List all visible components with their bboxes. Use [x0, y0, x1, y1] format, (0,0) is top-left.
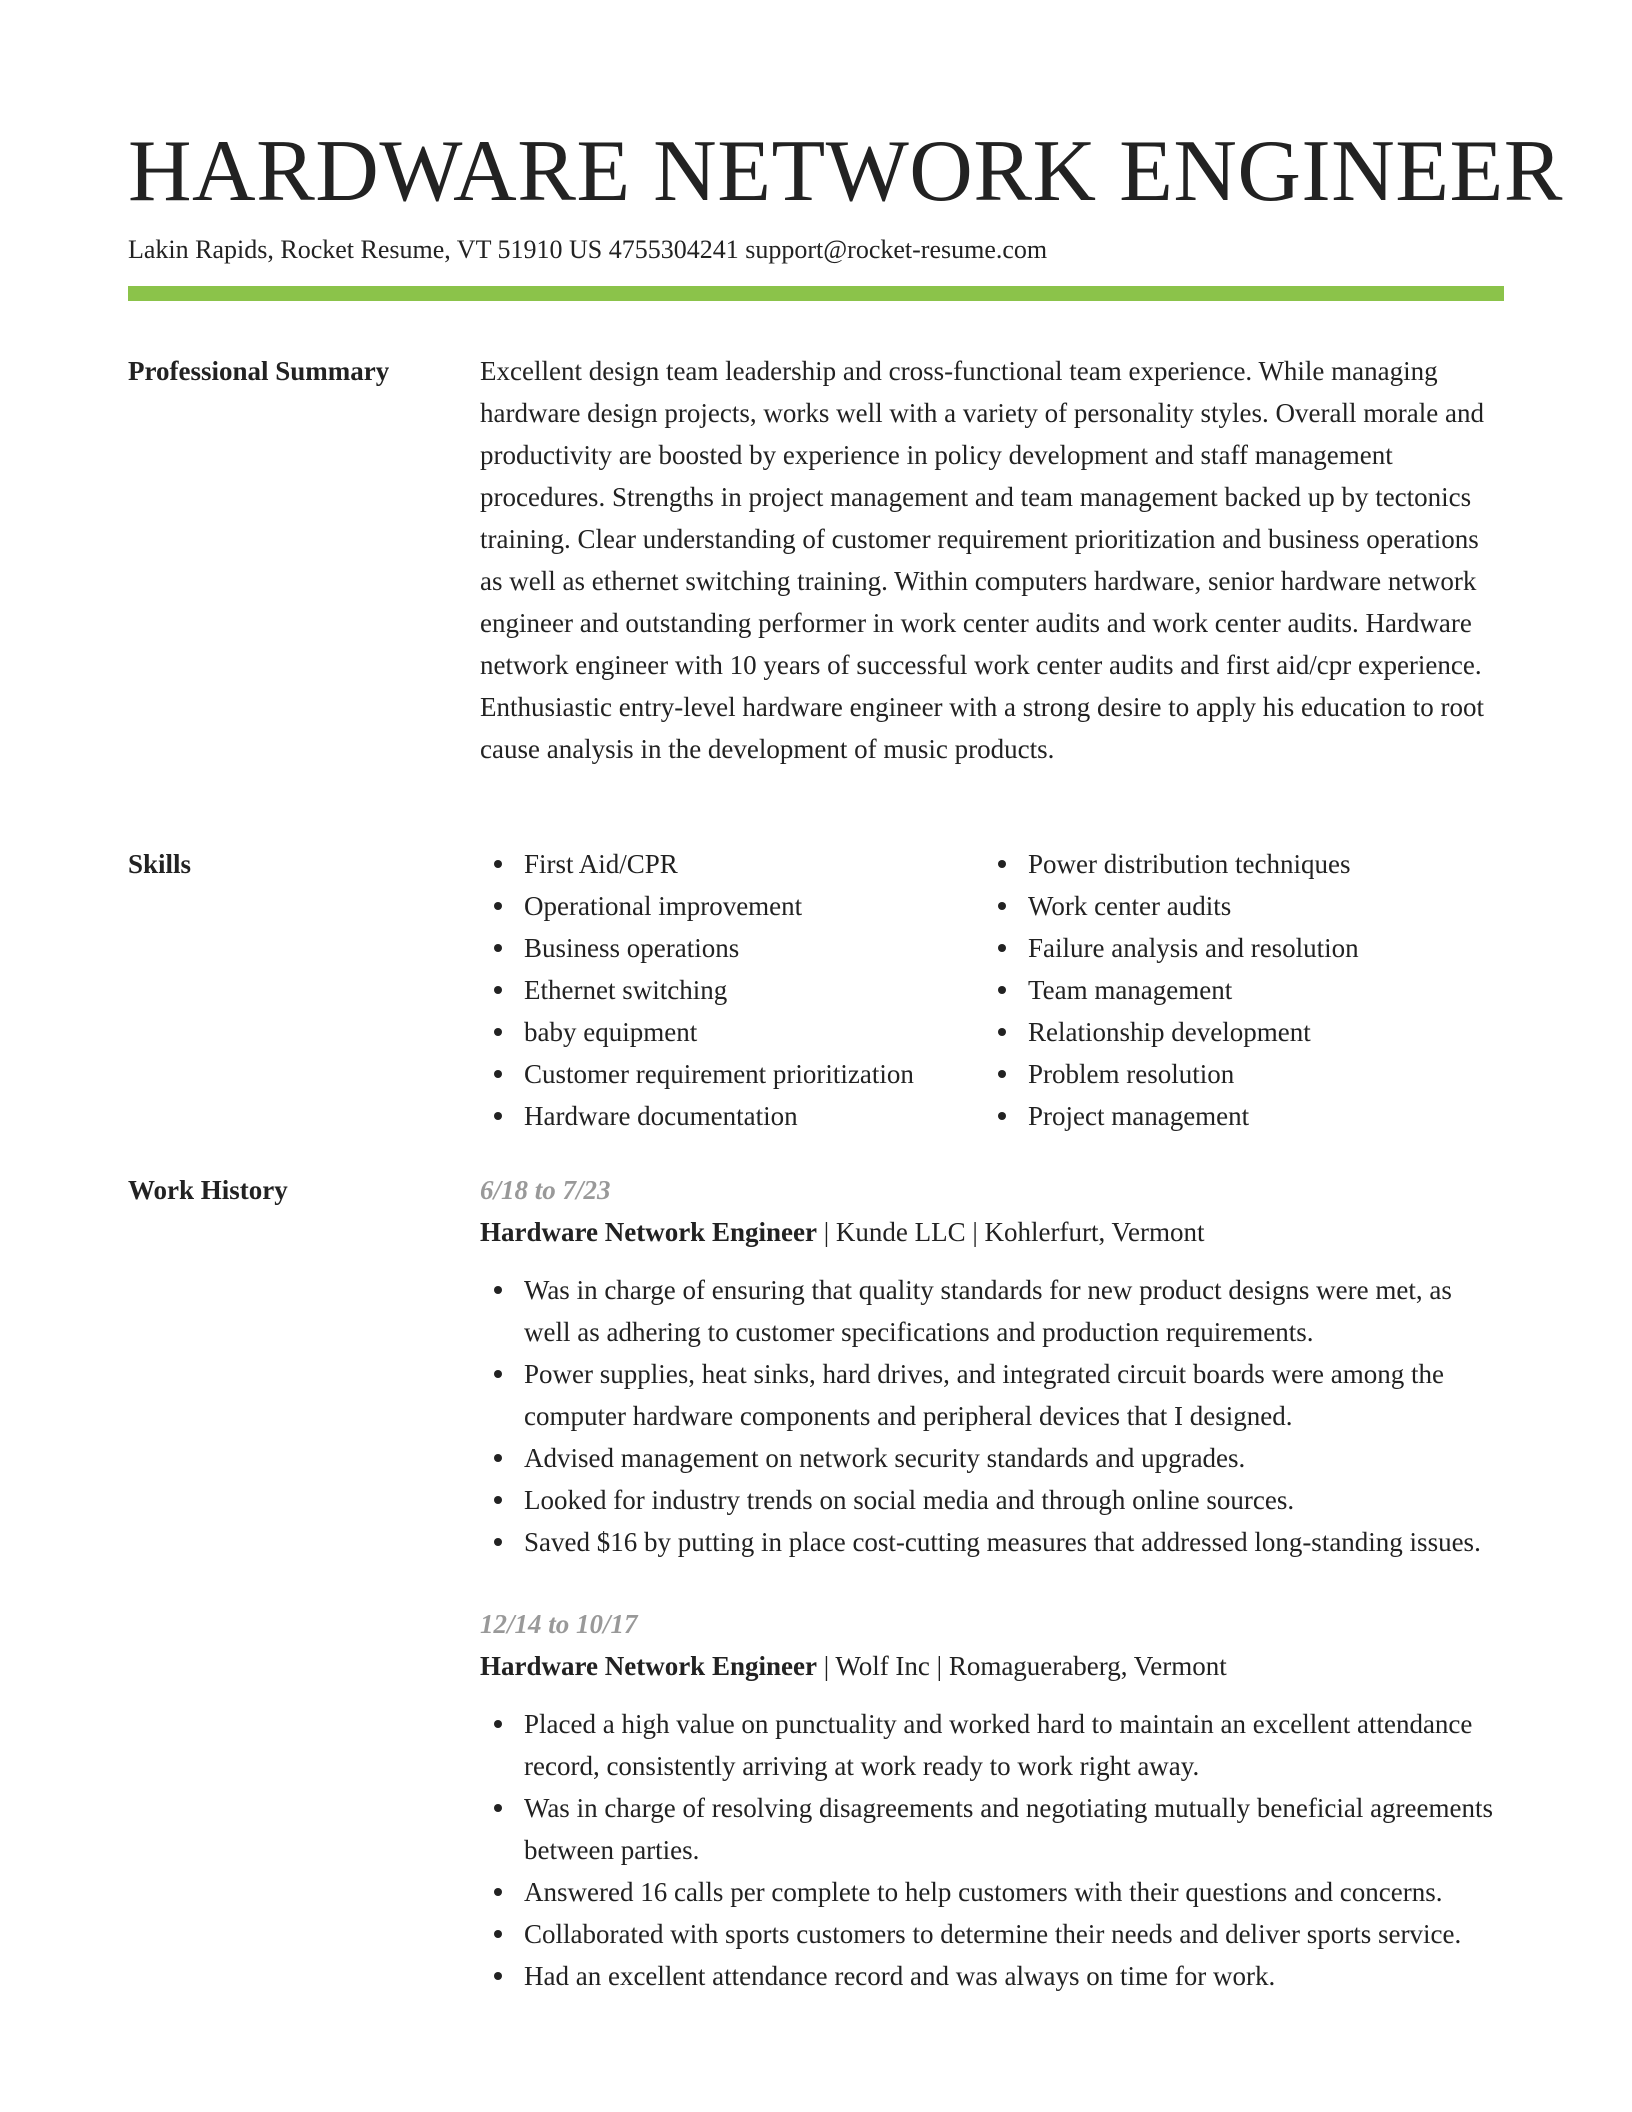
- skill-item: First Aid/CPR: [480, 843, 984, 885]
- skill-item: Customer requirement prioritization: [480, 1053, 984, 1095]
- skill-item: Power distribution techniques: [984, 843, 1504, 885]
- job-bullet-list: [480, 1703, 1504, 1997]
- job-bullet: Saved $16 by putting in place cost-cutting measures that addressed long-standing issues.: [480, 1521, 1504, 1563]
- skill-item: Operational improvement: [480, 885, 984, 927]
- job-bullet: Had an excellent attendance record and was always on time for work.: [480, 1955, 1504, 1997]
- skills-columns: [480, 843, 1504, 1137]
- resume-title: HARDWARE NETWORK ENGINEER: [128, 123, 1563, 220]
- skill-item: Business operations: [480, 927, 984, 969]
- job-title: Hardware Network Engineer: [480, 1651, 817, 1681]
- job-bullet: Power supplies, heat sinks, hard drives, and integrated circuit boards were among the computer hardware components and peripheral devices that I designed.: [480, 1353, 1504, 1437]
- job-title: Hardware Network Engineer: [480, 1217, 817, 1247]
- skill-item: Ethernet switching: [480, 969, 984, 1011]
- job-bullet: Looked for industry trends on social media and through online sources.: [480, 1479, 1504, 1521]
- skill-item: Project management: [984, 1095, 1504, 1137]
- skill-item: Work center audits: [984, 885, 1504, 927]
- skill-item: Failure analysis and resolution: [984, 927, 1504, 969]
- work-history-list: [480, 1169, 1504, 2037]
- job-company-location: | Wolf Inc | Romagueraberg, Vermont: [816, 1651, 1227, 1681]
- job-dates: 6/18 to 7/23: [480, 1175, 611, 1205]
- contact-line: Lakin Rapids, Rocket Resume, VT 51910 US 4755304241 support@rocket-resume.com: [128, 235, 1048, 264]
- summary-text: Excellent design team leadership and cross-functional team experience. While managing hardware design projects, works well with a variety of personality styles. Overall morale and productivity are boosted by experience in policy development and staff management procedures. Strengths in project management and team management backed up by tectonics training. Clear understanding of customer requirement prioritization and business operations as well as ethernet switching training. Within computers hardware, senior hardware network engineer and outstanding performer in work center audits and work center audits. Hardware network engineer with 10 years of successful work center audits and first aid/cpr experience. Enthusiastic entry-level hardware engineer with a strong desire to apply his education to root cause analysis in the development of music products.: [480, 356, 1484, 764]
- job-company-location: | Kunde LLC | Kohlerfurt, Vermont: [816, 1217, 1205, 1247]
- job-entry: [480, 1169, 1504, 1563]
- skills-column-left: [480, 843, 984, 1137]
- job-heading: [480, 1645, 1504, 1687]
- summary-label: Professional Summary: [128, 356, 390, 386]
- skill-item: Relationship development: [984, 1011, 1504, 1053]
- skills-column-right: [984, 843, 1504, 1137]
- skill-item: Problem resolution: [984, 1053, 1504, 1095]
- job-bullet-list: [480, 1269, 1504, 1563]
- skill-item: Hardware documentation: [480, 1095, 984, 1137]
- job-bullet: Advised management on network security standards and upgrades.: [480, 1437, 1504, 1479]
- job-bullet: Was in charge of ensuring that quality standards for new product designs were met, as well as adhering to customer specifications and production requirements.: [480, 1269, 1504, 1353]
- skill-item: Team management: [984, 969, 1504, 1011]
- skills-label: Skills: [128, 849, 192, 879]
- job-heading: [480, 1211, 1504, 1253]
- job-bullet: Answered 16 calls per complete to help customers with their questions and concerns.: [480, 1871, 1504, 1913]
- job-bullet: Collaborated with sports customers to determine their needs and deliver sports service.: [480, 1913, 1504, 1955]
- job-entry: [480, 1603, 1504, 1997]
- job-dates: 12/14 to 10/17: [480, 1609, 638, 1639]
- job-bullet: Was in charge of resolving disagreements and negotiating mutually beneficial agreements between parties.: [480, 1787, 1504, 1871]
- accent-divider: [128, 286, 1504, 301]
- work-history-label: Work History: [128, 1175, 288, 1205]
- job-bullet: Placed a high value on punctuality and worked hard to maintain an excellent attendance record, consistently arriving at work ready to work right away.: [480, 1703, 1504, 1787]
- skill-item: baby equipment: [480, 1011, 984, 1053]
